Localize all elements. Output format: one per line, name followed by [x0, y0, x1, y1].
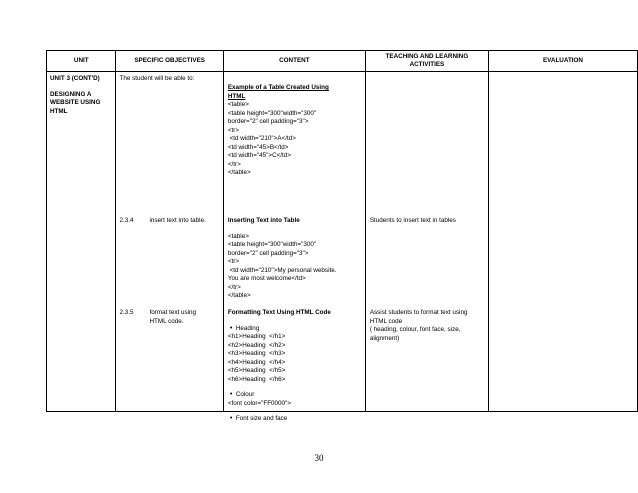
content-block-formatting-text [228, 309, 368, 424]
code-line: <table> [227, 232, 249, 240]
code-line: <h1>Heading </h1> [227, 333, 286, 340]
objective-number: 2.3.4 [119, 217, 134, 224]
unit-cell [47, 72, 116, 412]
code-line: <td width="210">A</td> [227, 135, 296, 142]
content-title: Example of a Table Created Using [227, 84, 329, 91]
activity-line: HTML code [369, 317, 403, 325]
code-line: <tr> [227, 258, 240, 265]
code-line: <h4>Heading </h4> [227, 358, 286, 366]
page-number: 30 [314, 453, 324, 463]
objectives-intro: The student will be able to: [119, 75, 195, 82]
unit-line: UNIT 3 (CONT'D) [50, 75, 100, 82]
header-teaching-activities [365, 51, 488, 72]
evaluation-cell [488, 72, 637, 412]
header-row [47, 51, 638, 72]
activity-line: alignment) [369, 334, 400, 342]
code-line: <td width="45">C</td> [227, 152, 291, 159]
header-unit: UNIT [47, 51, 116, 72]
content-title: Inserting Text into Table [227, 217, 300, 224]
header-evaluation: EVALUATION [488, 51, 637, 72]
objective-text: format text using HTML code. [149, 309, 197, 325]
activity-line: ( heading, colour, font face, size, [369, 326, 461, 333]
bullet-item: • Font size and face [228, 415, 368, 424]
activity-item: Students to insert text in tables [369, 217, 456, 224]
code-line: <font color="FF0000"> [227, 399, 291, 407]
curriculum-table [46, 50, 638, 422]
code-line: border="2" cell padding="3"> [227, 249, 309, 257]
code-line: <h6>Heading </h6> [227, 375, 286, 383]
unit-line: HTML [50, 107, 68, 115]
code-line: <table height="300"width="300" [227, 241, 317, 248]
code-line: </table> [227, 169, 251, 176]
code-line: <h3>Heading </h3> [227, 350, 286, 357]
content-title: HTML [227, 92, 246, 100]
code-line: border="2" cell padding="3"> [227, 118, 309, 125]
header-activities-line1: TEACHING AND LEARNING [385, 52, 469, 60]
content-cell [223, 72, 365, 422]
code-line: You are most welcome</td> [227, 275, 306, 282]
unit-title [50, 75, 100, 116]
code-line: <tr> [227, 126, 240, 134]
code-line: </tr> [227, 160, 241, 168]
bullet-item: • Heading [228, 325, 368, 334]
code-line: <h5>Heading </h5> [227, 367, 286, 374]
objective-text: insert text into table. [149, 217, 206, 224]
content-block-table-example [228, 84, 368, 178]
code-line: <td width="45>B</td> [227, 143, 289, 151]
code-line: <table> [227, 101, 249, 108]
body-row [47, 72, 638, 412]
activity-item [370, 309, 490, 343]
unit-line: DESIGNING A [50, 90, 92, 98]
code-line: <td width="210">My personal website. [227, 266, 337, 274]
content-block-inserting-text [228, 217, 368, 301]
code-line: <h2>Heading </h2> [227, 341, 286, 349]
activity-line: Assist students to format text using [369, 309, 468, 316]
objectives-cell [116, 72, 223, 412]
objective-number: 2.3.5 [119, 309, 134, 316]
code-line: </table> [227, 292, 251, 299]
bullet-item: • Colour [228, 391, 368, 400]
content-title: Formatting Text Using HTML Code [227, 309, 331, 316]
activities-cell [365, 72, 488, 412]
header-activities-line2: ACTIVITIES [409, 61, 445, 68]
unit-line: WEBSITE USING [50, 99, 101, 106]
header-specific-objectives: SPECIFIC OBJECTIVES [116, 51, 223, 72]
code-line: <table height="300"width="300" [227, 109, 317, 117]
header-content: CONTENT [223, 51, 365, 72]
code-line: </tr> [227, 283, 241, 291]
